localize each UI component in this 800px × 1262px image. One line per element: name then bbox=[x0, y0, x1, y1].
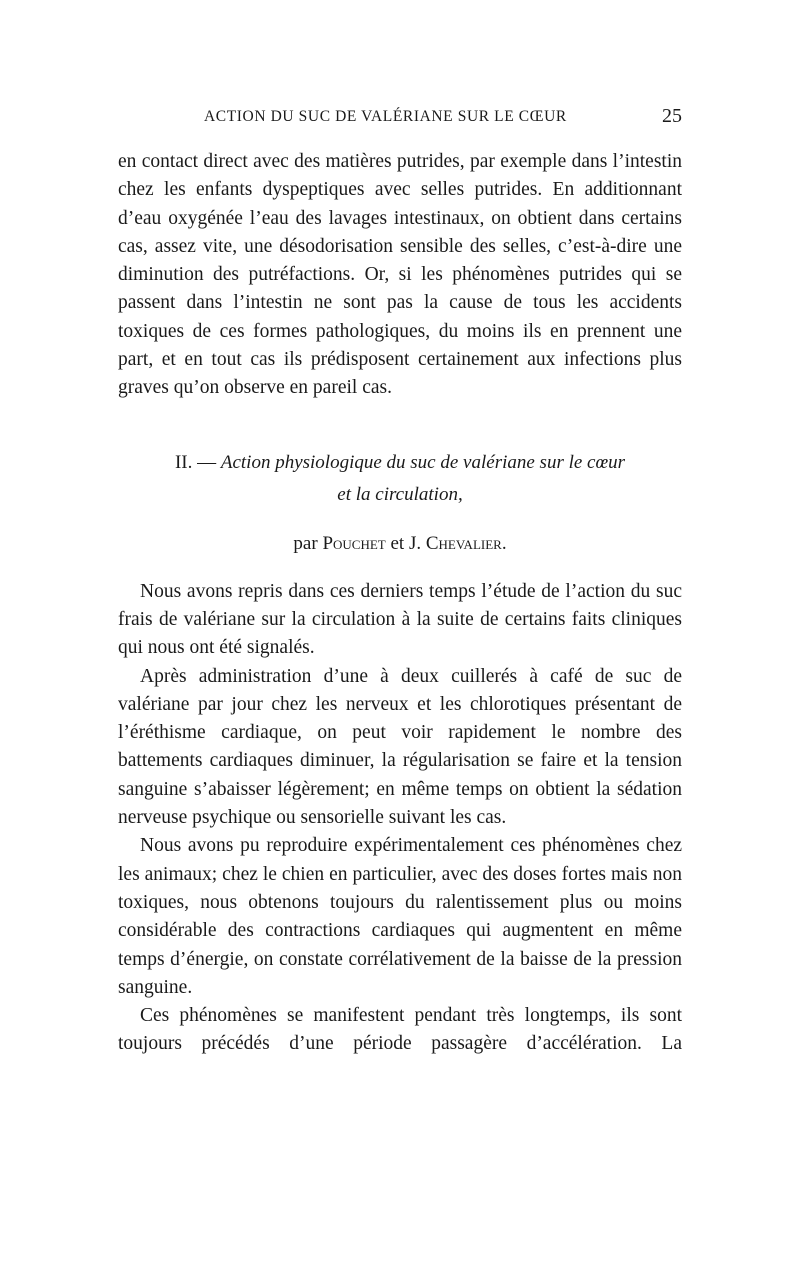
author-chevalier: Chevalier bbox=[425, 532, 502, 554]
paragraph-phenomena: Ces phénomènes se manifestent pendant très longtemps, ils sont toujours précédés d’une période passagère d’accélération. La bbox=[118, 1005, 682, 1055]
running-title: ACTION DU SUC DE VALÉRIANE SUR LE CŒUR bbox=[204, 108, 567, 125]
paragraph-clinical: Après administration d’une à deux cuillerés à café de suc de valériane par jour chez les nerveux et les chlorotiques présentant de l’éréthisme cardiaque, on peut voir rapidement le nombre des battements cardiaques diminuer, la régularisation se faire et la tension sanguine s’abaisser légèrement; en même temps on obtient la sédation nerveuse psychique ou sensorielle suivant les cas. bbox=[118, 665, 682, 829]
authors-prefix: par bbox=[293, 532, 323, 554]
section-numeral: II. — bbox=[174, 451, 221, 473]
paragraph-intro: Nous avons repris dans ces derniers temps l’étude de l’action du suc frais de valériane sur la circulation à la suite de certains faits cliniques qui nous ont été signalés. bbox=[118, 580, 682, 659]
authors-suffix: . bbox=[501, 532, 507, 554]
paragraph-continued: en contact direct avec des matières putrides, par exemple dans l’intestin chez les enfants dyspeptiques avec selles putrides. En additionnant d’eau oxygénée l’eau des lavages intestinaux, on obtient dans certains cas, assez vite, une désodorisation sensible des selles, c’est-à-dire une diminution des putréfactions. Or, si les phénomènes putrides qui se passent dans l’intestin ne sont pas la cause de tous les accidents toxiques de ces formes pathologiques, du moins ils en prennent une part, et en tout cas ils prédisposent certainement aux infections plus graves qu’on observe en pareil cas. bbox=[118, 151, 682, 399]
page-number: 25 bbox=[662, 105, 682, 127]
book-page bbox=[118, 105, 682, 1059]
section-title-part-1: Action physiologique du suc de valériane sur le cœur bbox=[220, 451, 626, 473]
paragraph-experimental: Nous avons pu reproduire expérimentalement ces phénomènes chez les animaux; chez le chien en particulier, avec des doses fortes mais non toxiques, nous obtenons toujours du ralentissement plus ou moins considérable des contractions cardiaques qui augmentent en même temps d’énergie, on constate corrélativement de la baisse de la pression sanguine. bbox=[118, 835, 682, 998]
authors-middle: et J. bbox=[385, 532, 426, 554]
author-pouchet: Pouchet bbox=[322, 532, 386, 554]
section-authors bbox=[118, 533, 682, 555]
section-heading bbox=[118, 447, 682, 511]
running-head bbox=[118, 105, 682, 148]
section-heading-line-1 bbox=[118, 447, 682, 479]
section-title-part-2: et la circulation, bbox=[337, 483, 463, 505]
